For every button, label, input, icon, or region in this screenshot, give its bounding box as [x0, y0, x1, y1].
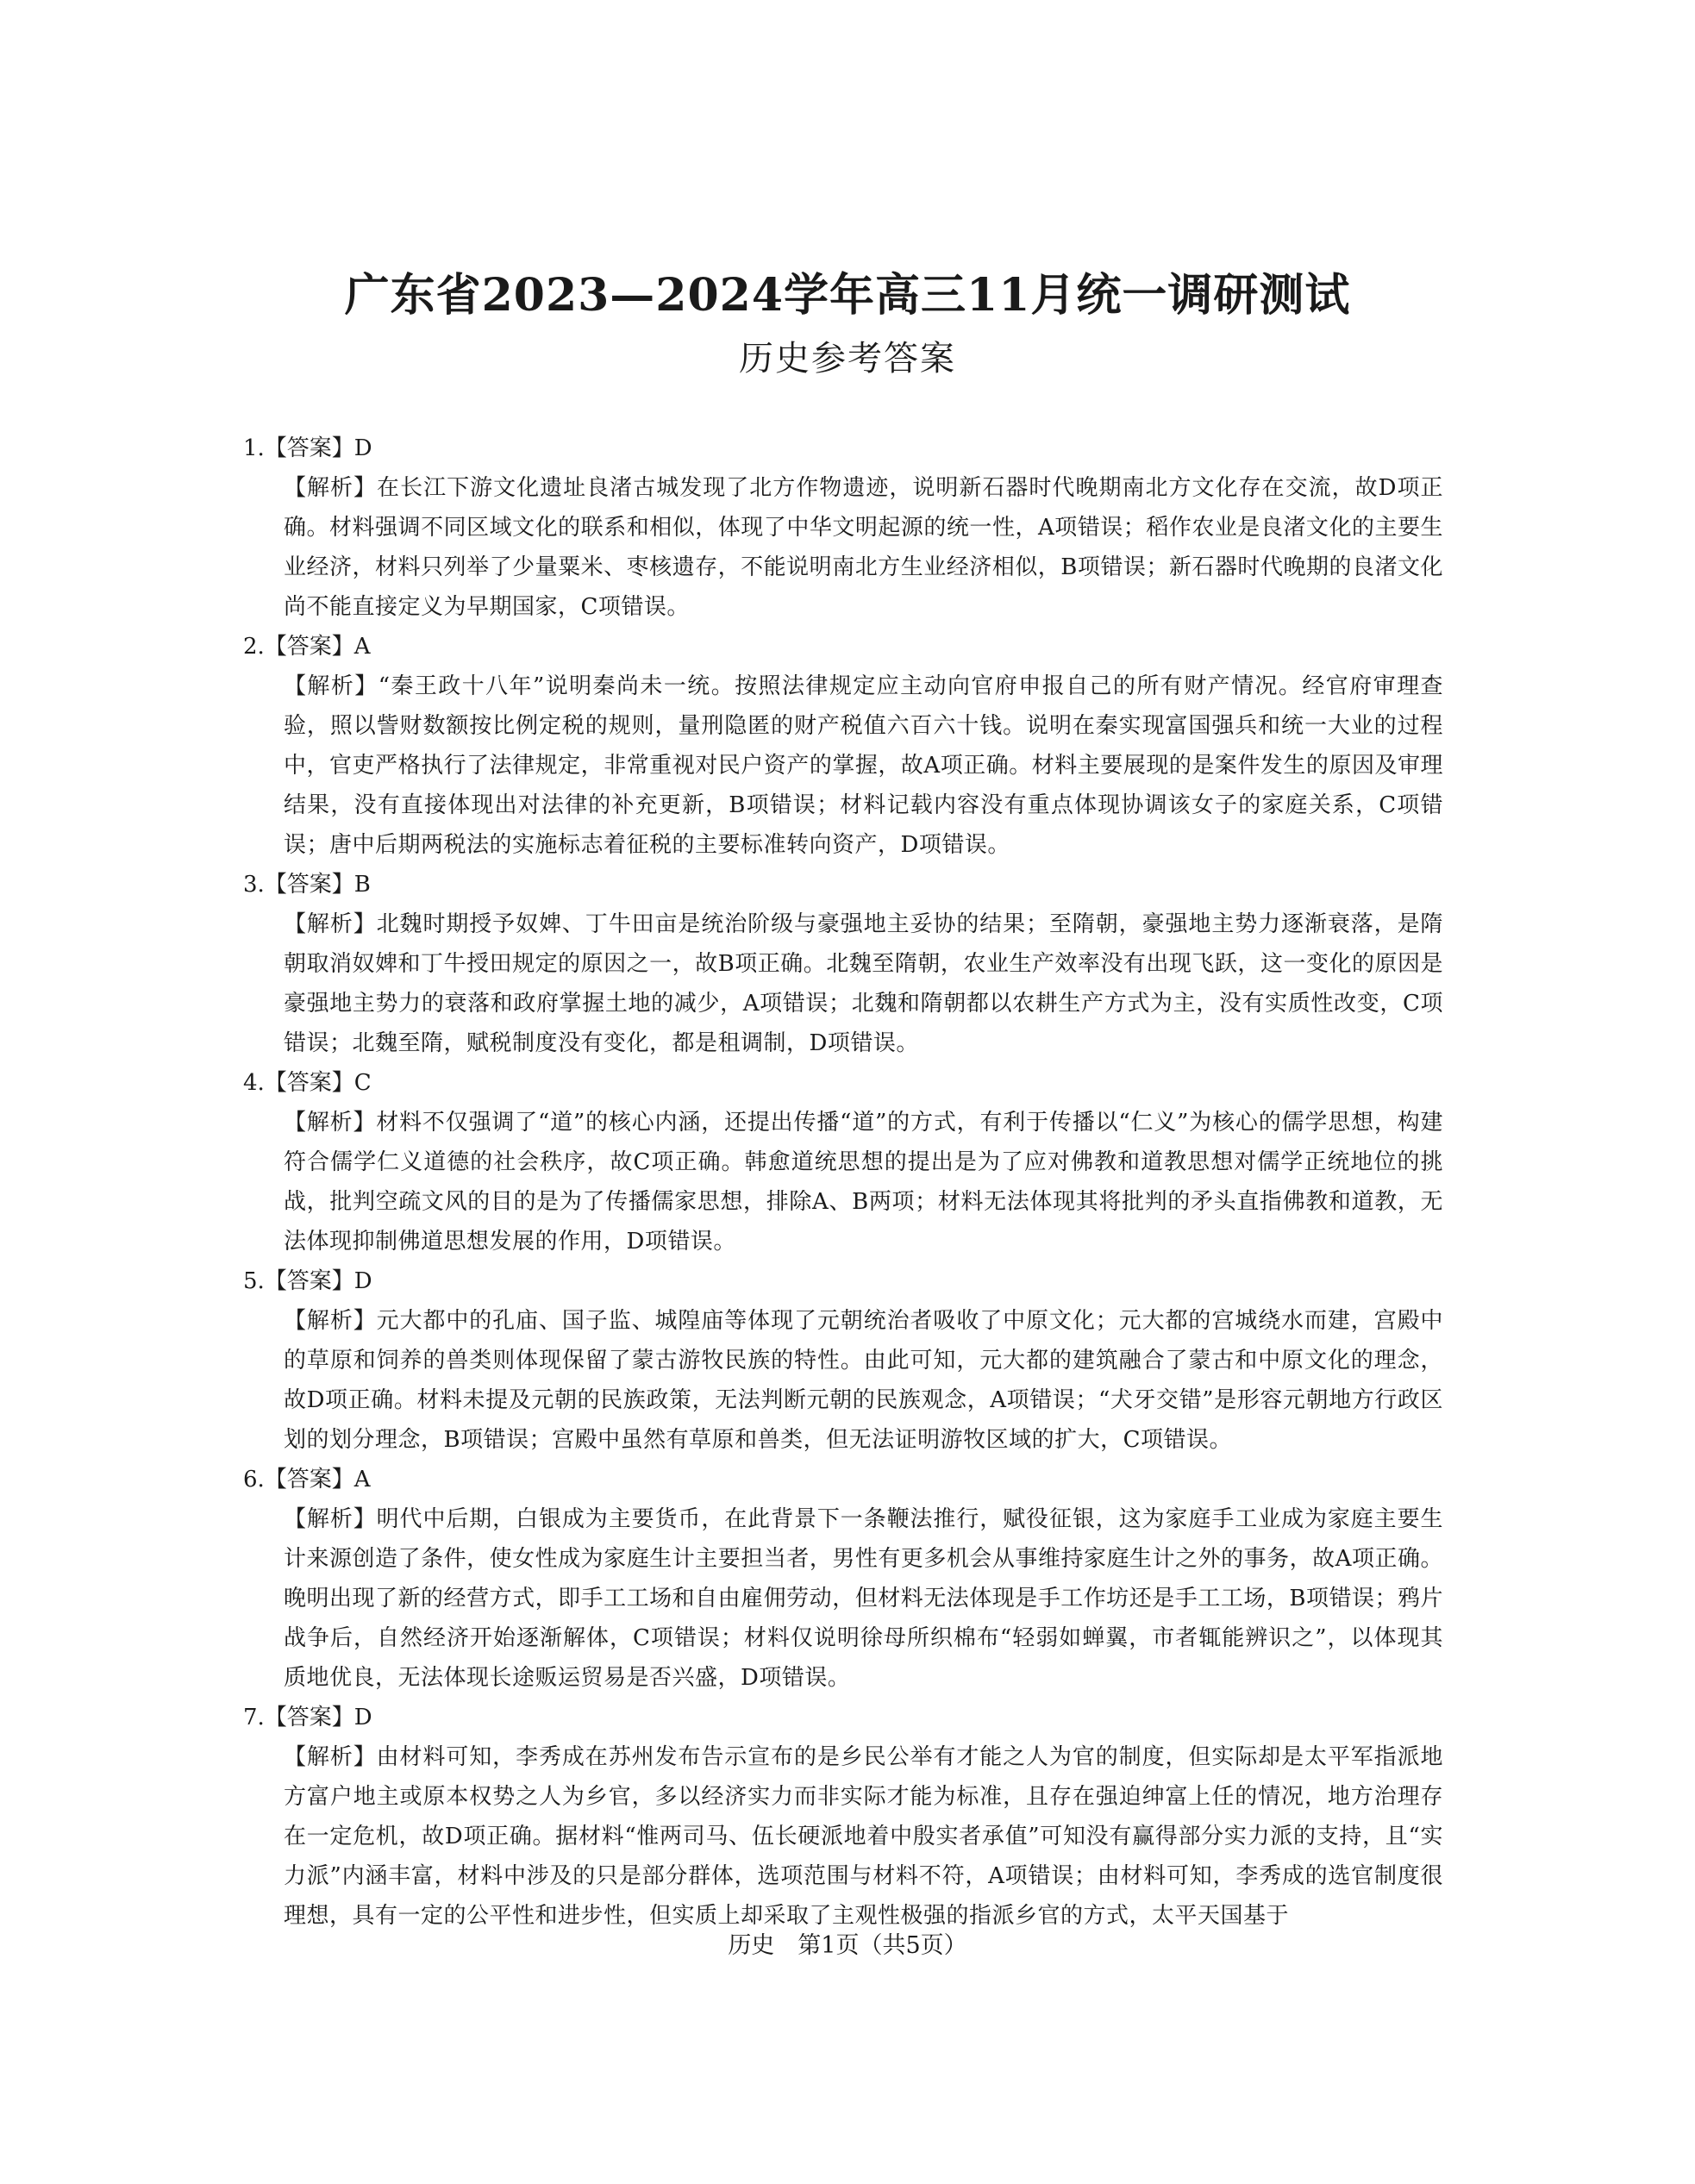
answer-line: 6.【答案】A: [243, 1467, 371, 1493]
question-item: [243, 429, 1443, 627]
page-subtitle: 历史参考答案: [739, 339, 956, 379]
explanation-paragraph: 【解析】元大都中的孔庙、国子监、城隍庙等体现了元朝统治者吸收了中原文化；元大都的宫城绕水而建，宫殿中的草原和饲养的兽类则体现保留了蒙古游牧民族的特性。由此可知，元大都的建筑融合了蒙古和中原文化的理念，故D项正确。材料未提及元朝的民族政策，无法判断元朝的民族观念，A项错误；“犬牙交错”是形容元朝地方行政区划的划分理念，B项错误；宫殿中虽然有草原和兽类，但无法证明游牧区域的扩大，C项错误。: [284, 1308, 1443, 1453]
explanation-paragraph: 【解析】在长江下游文化遗址良渚古城发现了北方作物遗迹，说明新石器时代晚期南北方文化存在交流，故D项正确。材料强调不同区域文化的联系和相似，体现了中华文明起源的统一性，A项错误；稻作农业是良渚文化的主要生业经济，材料只列举了少量粟米、枣核遗存，不能说明南北方生业经济相似，B项错误；新石器时代晚期的良渚文化尚不能直接定义为早期国家，C项错误。: [284, 475, 1443, 620]
explanation-paragraph: 【解析】由材料可知，李秀成在苏州发布告示宣布的是乡民公举有才能之人为官的制度，但实际却是太平军指派地方富户地主或原本权势之人为乡官，多以经济实力而非实际才能为标准，且存在强迫绅富上任的情况，地方治理存在一定危机，故D项正确。据材料“惟两司马、伍长硬派地着中殷实者承值”可知没有赢得部分实力派的支持，且“实力派”内涵丰富，材料中涉及的只是部分群体，选项范围与材料不符，A项错误；由材料可知，李秀成的选官制度很理想，具有一定的公平性和进步性，但实质上却采取了主观性极强的指派乡官的方式，太平天国基于: [284, 1744, 1443, 1929]
answer-line: 3.【答案】B: [243, 872, 371, 898]
answer-line: 7.【答案】D: [243, 1705, 372, 1730]
question-item: [243, 1698, 1443, 1936]
explanation-paragraph: 【解析】“秦王政十八年”说明秦尚未一统。按照法律规定应主动向官府申报自己的所有财产情况。经官府审理查验，照以訾财数额按比例定税的规则，量刑隐匿的财产税值六百六十钱。说明在秦实现富国强兵和统一大业的过程中，官吏严格执行了法律规定，非常重视对民户资产的掌握，故A项正确。材料主要展现的是案件发生的原因及审理结果，没有直接体现出对法律的补充更新，B项错误；材料记载内容没有重点体现协调该女子的家庭关系，C项错误；唐中后期两税法的实施标志着征税的主要标准转向资产，D项错误。: [284, 673, 1443, 858]
answer-list: [243, 429, 1443, 1936]
question-item: [243, 627, 1443, 865]
page-title: 广东省2023—2024学年高三11月统一调研测试: [344, 269, 1351, 322]
question-item: [243, 1063, 1443, 1261]
answer-line: 5.【答案】D: [243, 1268, 372, 1294]
question-item: [243, 1460, 1443, 1698]
answer-line: 1.【答案】D: [243, 435, 372, 461]
question-item: [243, 865, 1443, 1063]
answer-line: 2.【答案】A: [243, 634, 371, 660]
page-footer: 历史 第1页（共5页）: [728, 1932, 967, 1959]
explanation-paragraph: 【解析】材料不仅强调了“道”的核心内涵，还提出传播“道”的方式，有利于传播以“仁义”为核心的儒学思想，构建符合儒学仁义道德的社会秩序，故C项正确。韩愈道统思想的提出是为了应对佛教和道教思想对儒学正统地位的挑战，批判空疏文风的目的是为了传播儒家思想，排除A、B两项；材料无法体现其将批判的矛头直指佛教和道教，无法体现抑制佛道思想发展的作用，D项错误。: [284, 1110, 1443, 1255]
explanation-paragraph: 【解析】明代中后期，白银成为主要货币，在此背景下一条鞭法推行，赋役征银，这为家庭手工业成为家庭主要生计来源创造了条件，使女性成为家庭生计主要担当者，男性有更多机会从事维持家庭生计之外的事务，故A项正确。晚明出现了新的经营方式，即手工工场和自由雇佣劳动，但材料无法体现是手工作坊还是手工工场，B项错误；鸦片战争后，自然经济开始逐渐解体，C项错误；材料仅说明徐母所织棉布“轻弱如蝉翼，市者辄能辨识之”，以体现其质地优良，无法体现长途贩运贸易是否兴盛，D项错误。: [284, 1506, 1443, 1691]
answer-line: 4.【答案】C: [243, 1070, 372, 1096]
explanation-paragraph: 【解析】北魏时期授予奴婢、丁牛田亩是统治阶级与豪强地主妥协的结果；至隋朝，豪强地主势力逐渐衰落，是隋朝取消奴婢和丁牛授田规定的原因之一，故B项正确。北魏至隋朝，农业生产效率没有出现飞跃，这一变化的原因是豪强地主势力的衰落和政府掌握土地的减少，A项错误；北魏和隋朝都以农耕生产方式为主，没有实质性改变，C项错误；北魏至隋，赋税制度没有变化，都是租调制，D项错误。: [284, 911, 1443, 1056]
question-item: [243, 1261, 1443, 1460]
